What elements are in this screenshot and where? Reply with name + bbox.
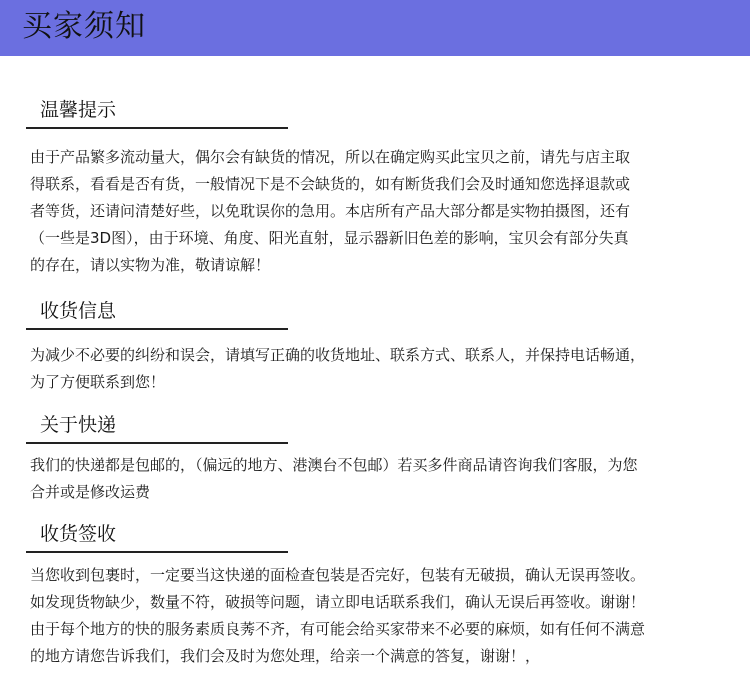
text-line: 当您收到包裹时，一定要当这快递的面检查包装是否完好，包装有无破损，确认无误再签收。 <box>30 566 646 584</box>
text-line: 的存在，请以实物为准，敬请谅解！ <box>30 256 271 274</box>
text-line: 为了方便联系到您！ <box>30 373 166 391</box>
section-heading: 收货信息 <box>40 300 117 322</box>
text-line: 合并或是修改运费 <box>30 483 151 501</box>
section-divider <box>26 551 288 553</box>
text-line: 由于每个地方的快的服务素质良莠不齐，有可能会给买家带来不必要的麻烦，如有任何不满意 <box>30 620 646 638</box>
section-body <box>30 342 730 396</box>
section-heading: 温馨提示 <box>40 99 117 121</box>
section-body <box>30 452 730 506</box>
section-body <box>30 562 730 670</box>
text-line: 如发现货物缺少，数量不符，破损等问题，请立即电话联系我们，确认无误后再签收。谢谢！ <box>30 593 646 611</box>
text-line: 为减少不必要的纠纷和误会，请填写正确的收货地址、联系方式、联系人，并保持电话畅通， <box>30 346 646 364</box>
section-heading: 收货签收 <box>40 523 117 545</box>
text-line: 我们的快递都是包邮的，（偏远的地方、港澳台不包邮）若买多件商品请咨询我们客服，为您 <box>30 456 638 474</box>
section-divider <box>26 127 288 129</box>
text-line: 者等货，还请问清楚好些，以免耽误你的急用。本店所有产品大部分都是实物拍摄图，还有 <box>30 202 631 220</box>
text-line: 由于产品繁多流动量大，偶尔会有缺货的情况，所以在确定购买此宝贝之前，请先与店主取 <box>30 148 631 166</box>
page-title: 买家须知 <box>22 9 146 44</box>
text-line: （一些是3D图），由于环境、角度、阳光直射，显示器新旧色差的影响，宝贝会有部分失真 <box>30 229 629 247</box>
section-heading: 关于快递 <box>40 414 117 436</box>
header-banner <box>0 0 750 56</box>
section-body <box>30 144 730 279</box>
section-divider <box>26 328 288 330</box>
text-line: 得联系，看看是否有货，一般情况下是不会缺货的，如有断货我们会及时通知您选择退款或 <box>30 175 631 193</box>
section-divider <box>26 442 288 444</box>
text-line: 的地方请您告诉我们，我们会及时为您处理，给亲一个满意的答复，谢谢！， <box>30 647 541 665</box>
